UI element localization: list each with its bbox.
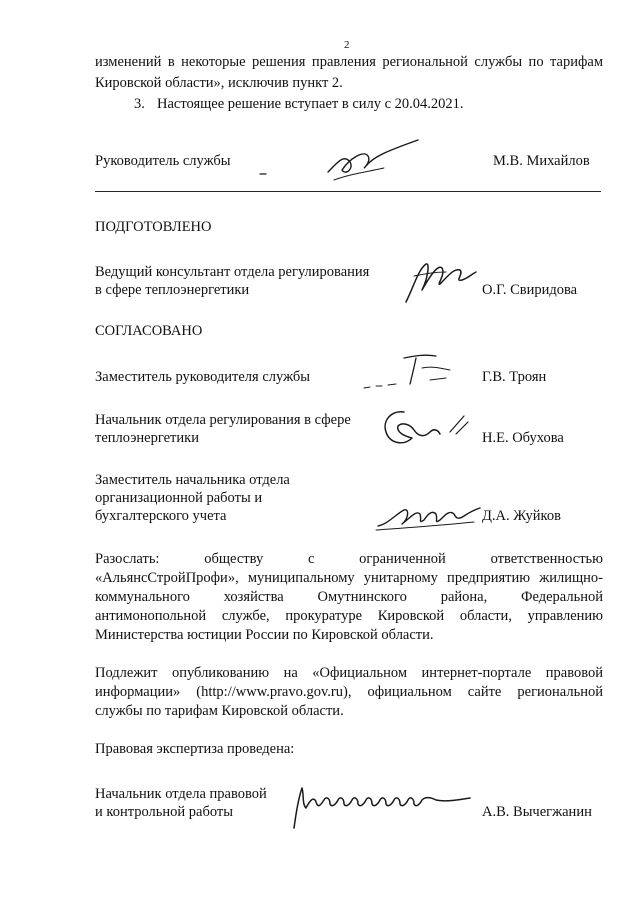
legal-review-position-line-2: и контрольной работы <box>95 804 233 820</box>
page-number: 2 <box>344 39 350 51</box>
head-name: М.В. Михайлов <box>493 153 590 169</box>
legal-review-name: А.В. Вычегжанин <box>482 804 592 820</box>
prepared-signature-image <box>400 256 480 308</box>
agreed-signer-2-name: Н.Е. Обухова <box>482 430 564 446</box>
prepared-name: О.Г. Свиридова <box>482 282 578 298</box>
agreed-signer-1-position: Заместитель руководителя службы <box>95 369 311 385</box>
legal-review-text: Правовая экспертиза проведена: <box>95 741 295 757</box>
intro-line-1: изменений в некоторые решения правления региональной службы по тарифам <box>95 54 603 70</box>
agreed-signer-3-position-line-2: организационной работы и <box>95 490 263 506</box>
agreed-signer-3-name: Д.А. Жуйков <box>482 508 561 524</box>
agreed-signer-2-position-line-1: Начальник отдела регулирования в сфере <box>95 412 351 428</box>
agreed-signer-2-signature-image <box>374 402 474 454</box>
distribution-line-3: коммунального хозяйства Омутнинского района, Федеральной <box>95 589 603 605</box>
prepared-position-line-1: Ведущий консультант отдела регулирования <box>95 264 370 280</box>
legal-review-signature-image <box>286 782 482 832</box>
head-position: Руководитель службы <box>95 153 231 169</box>
distribution-line-5: Министерства юстиции России по Кировской области. <box>95 627 434 643</box>
distribution-line-4: антимонопольной службе, прокуратуре Кировской области, управлению <box>95 608 603 624</box>
publication-line-3: службы по тарифам Кировской области. <box>95 703 344 719</box>
agreed-heading: СОГЛАСОВАНО <box>95 323 203 339</box>
publication-line-1: Подлежит опубликованию на «Официальном интернет-портале правовой <box>95 665 603 681</box>
agreed-signer-3-position-line-1: Заместитель начальника отдела <box>95 472 290 488</box>
legal-review-position-line-1: Начальник отдела правовой <box>95 786 267 802</box>
agreed-signer-2-position-line-2: теплоэнергетики <box>95 430 199 446</box>
head-signature-image <box>320 132 430 192</box>
agreed-signer-1-name: Г.В. Троян <box>482 369 547 385</box>
distribution-line-1: Разослать: обществу с ограниченной ответственностью <box>95 551 603 567</box>
distribution-line-2: «АльянсСтройПрофи», муниципальному унитарному предприятию жилищно- <box>95 570 603 586</box>
agreed-signer-3-position-line-3: бухгалтерского учета <box>95 508 227 524</box>
publication-line-2: информации» (http://www.pravo.gov.ru), официальном сайте региональной <box>95 684 603 700</box>
item-3-text: Настоящее решение вступает в силу с 20.04.2021. <box>157 96 464 112</box>
prepared-position-line-2: в сфере теплоэнергетики <box>95 282 250 298</box>
separator-line <box>95 191 601 192</box>
intro-line-2: Кировской области», исключив пункт 2. <box>95 75 343 91</box>
agreed-signer-1-signature-image <box>360 350 470 398</box>
item-3-number: 3. <box>134 96 145 112</box>
agreed-signer-3-signature-image <box>374 496 484 536</box>
prepared-heading: ПОДГОТОВЛЕНО <box>95 219 212 235</box>
